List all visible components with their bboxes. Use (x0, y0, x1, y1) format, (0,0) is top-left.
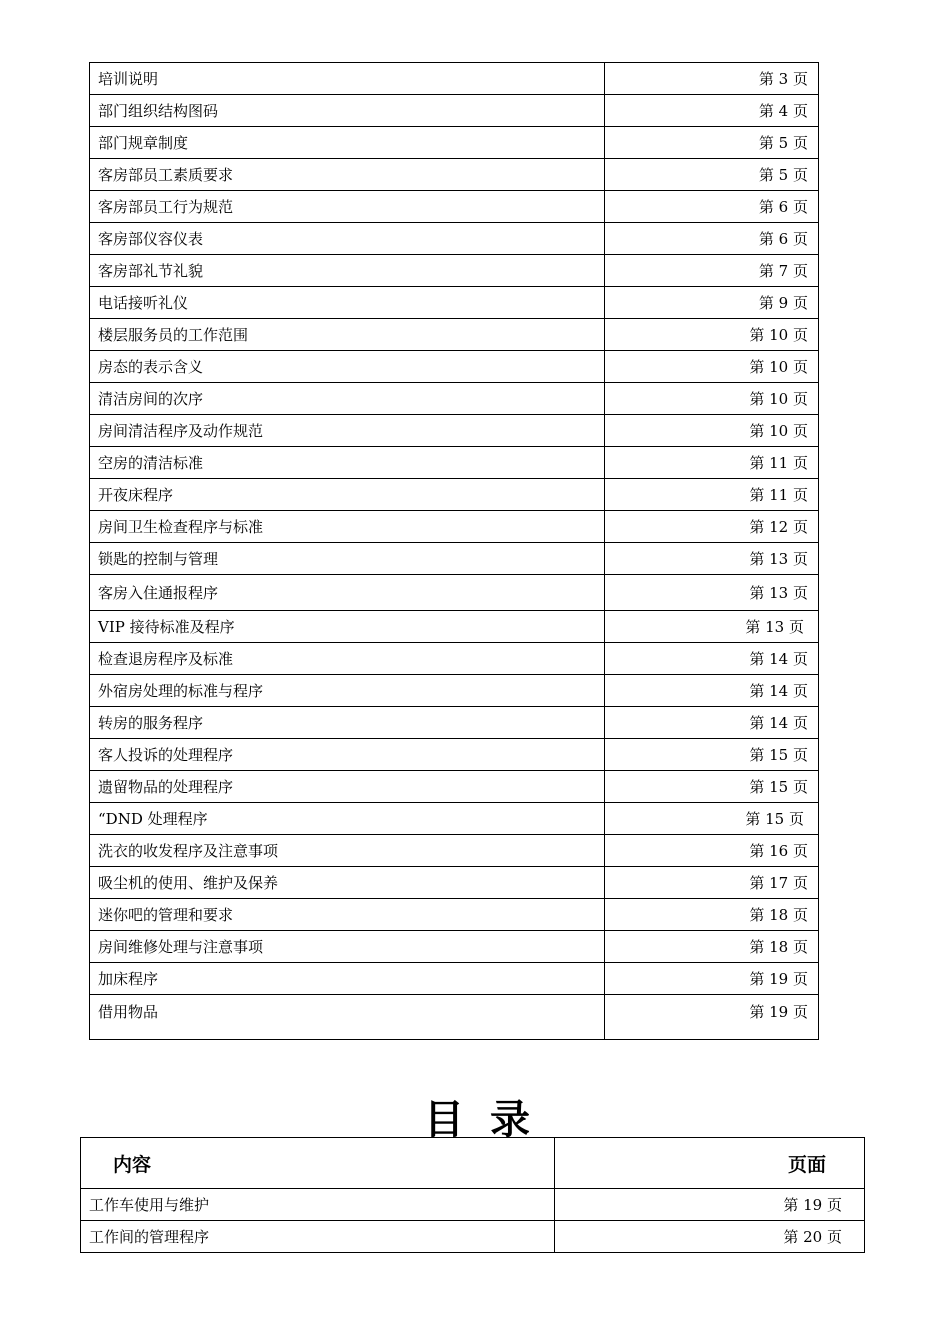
toc-title: 吸尘机的使用、维护及保养 (90, 867, 605, 899)
table-row (90, 191, 819, 223)
table-row (90, 995, 819, 1040)
toc-title: 房态的表示含义 (90, 351, 605, 383)
toc-title: “DND 处理程序 (90, 803, 605, 835)
toc-page: 第 10 页 (605, 383, 819, 415)
toc-title: 部门组织结构图码 (90, 95, 605, 127)
toc-page: 第 15 页 (605, 771, 819, 803)
toc-title: 洗衣的收发程序及注意事项 (90, 835, 605, 867)
table-row (90, 351, 819, 383)
table-row (90, 675, 819, 707)
toc-title: 房间维修处理与注意事项 (90, 931, 605, 963)
toc-title: 转房的服务程序 (90, 707, 605, 739)
toc-page: 第 5 页 (605, 159, 819, 191)
toc-page: 第 19 页 (605, 995, 819, 1040)
toc-table-main (80, 1137, 865, 1253)
table-row (90, 931, 819, 963)
table-row (90, 95, 819, 127)
toc-title: 房间卫生检查程序与标准 (90, 511, 605, 543)
toc-title: 加床程序 (90, 963, 605, 995)
toc-page: 第 18 页 (605, 899, 819, 931)
table-row (81, 1221, 865, 1253)
toc-page: 第 15 页 (605, 739, 819, 771)
table-row (90, 63, 819, 95)
table-row (90, 739, 819, 771)
toc-title: 借用物品 (90, 995, 605, 1040)
toc-title: VIP 接待标准及程序 (90, 611, 605, 643)
table-row (90, 611, 819, 643)
toc-title: 客人投诉的处理程序 (90, 739, 605, 771)
toc-title: 开夜床程序 (90, 479, 605, 511)
table-row (90, 415, 819, 447)
toc-page: 第 16 页 (605, 835, 819, 867)
table-row (90, 575, 819, 611)
toc-page: 第 10 页 (605, 319, 819, 351)
toc-title: 客房部礼节礼貌 (90, 255, 605, 287)
table-row (90, 963, 819, 995)
toc-title: 检查退房程序及标准 (90, 643, 605, 675)
toc-page: 第 19 页 (554, 1189, 864, 1221)
toc-title: 客房部仪容仪表 (90, 223, 605, 255)
table-row (90, 159, 819, 191)
toc-page: 第 9 页 (605, 287, 819, 319)
toc-page: 第 3 页 (605, 63, 819, 95)
toc-title: 清洁房间的次序 (90, 383, 605, 415)
toc-title: 工作车使用与维护 (81, 1189, 555, 1221)
toc-page: 第 14 页 (605, 643, 819, 675)
toc-page: 第 18 页 (605, 931, 819, 963)
toc-title: 客房部员工行为规范 (90, 191, 605, 223)
toc-page: 第 17 页 (605, 867, 819, 899)
section-title: 目录 (424, 1097, 556, 1143)
table-row (90, 867, 819, 899)
toc-title: 外宿房处理的标准与程序 (90, 675, 605, 707)
toc-title: 部门规章制度 (90, 127, 605, 159)
toc-page: 第 6 页 (605, 223, 819, 255)
table-row (90, 707, 819, 739)
toc-page: 第 20 页 (554, 1221, 864, 1253)
toc-page: 第 14 页 (605, 675, 819, 707)
table-row (90, 543, 819, 575)
table-row (90, 383, 819, 415)
toc-title: 客房部员工素质要求 (90, 159, 605, 191)
table-row (90, 899, 819, 931)
table-row (81, 1189, 865, 1221)
toc-page: 第 14 页 (605, 707, 819, 739)
toc-page: 第 10 页 (605, 351, 819, 383)
table-row (90, 127, 819, 159)
toc-page: 第 4 页 (605, 95, 819, 127)
table-row (90, 511, 819, 543)
toc-page: 第 10 页 (605, 415, 819, 447)
toc-page: 第 13 页 (605, 575, 819, 611)
toc-page: 第 13 页 (605, 611, 819, 643)
header-content: 内容 (81, 1138, 555, 1189)
toc-title: 迷你吧的管理和要求 (90, 899, 605, 931)
toc-page: 第 15 页 (605, 803, 819, 835)
toc-page: 第 11 页 (605, 479, 819, 511)
table-row (90, 643, 819, 675)
toc-title: 空房的清洁标准 (90, 447, 605, 479)
table-row (90, 803, 819, 835)
toc-page: 第 12 页 (605, 511, 819, 543)
toc-title: 电话接听礼仪 (90, 287, 605, 319)
table-header-row (81, 1138, 865, 1189)
toc-table-continued (89, 62, 819, 1040)
toc-page: 第 11 页 (605, 447, 819, 479)
toc-page: 第 19 页 (605, 963, 819, 995)
toc-page: 第 6 页 (605, 191, 819, 223)
table-row (90, 835, 819, 867)
header-page: 页面 (554, 1138, 864, 1189)
table-row (90, 479, 819, 511)
table-row (90, 223, 819, 255)
toc-title: 房间清洁程序及动作规范 (90, 415, 605, 447)
table-row (90, 771, 819, 803)
table-row (90, 255, 819, 287)
toc-title: 遗留物品的处理程序 (90, 771, 605, 803)
table-row (90, 287, 819, 319)
toc-page: 第 13 页 (605, 543, 819, 575)
toc-page: 第 7 页 (605, 255, 819, 287)
table-row (90, 447, 819, 479)
toc-title: 培训说明 (90, 63, 605, 95)
toc-title: 楼层服务员的工作范围 (90, 319, 605, 351)
table-row (90, 319, 819, 351)
toc-page: 第 5 页 (605, 127, 819, 159)
toc-title: 工作间的管理程序 (81, 1221, 555, 1253)
toc-title: 客房入住通报程序 (90, 575, 605, 611)
toc-title: 锁匙的控制与管理 (90, 543, 605, 575)
